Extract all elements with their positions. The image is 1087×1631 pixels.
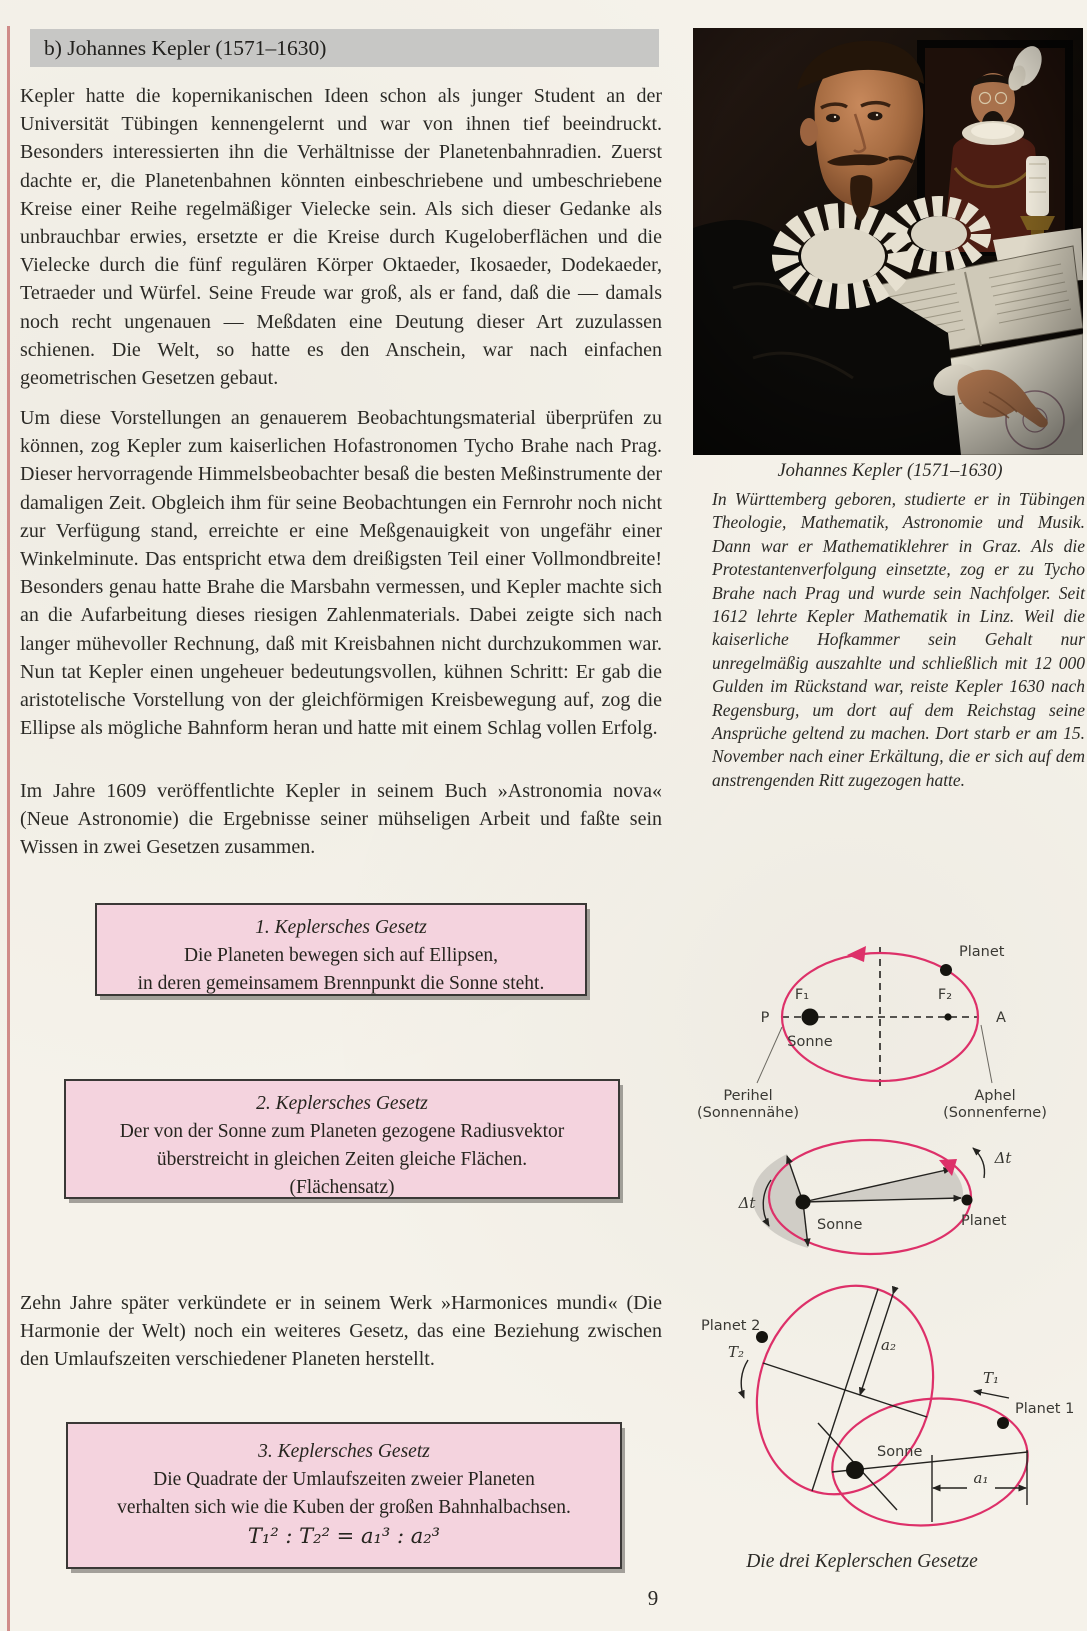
law-3-formula: T₁² : T₂² = a₁³ : a₂³: [247, 1523, 441, 1548]
law-3-line-1: Die Quadrate der Umlaufszeiten zweier Planeten: [153, 1469, 535, 1490]
law-box-1: [95, 903, 587, 996]
sun-dot: [802, 1009, 819, 1026]
focus2-dot: [944, 1013, 951, 1020]
body-paragraph-3: Im Jahre 1609 veröffentlichte Kepler in seinem Buch »Astronomia nova« (Neue Astronomie) die Ergebnisse seiner mühseligen Arbeit und faßte sein Wissen in zwei Gesetzen zusammen.: [20, 780, 662, 859]
orbit-2-minor-axis: [763, 1363, 927, 1417]
section-title: b) Johannes Kepler (1571–1630): [44, 35, 327, 60]
t2-label: T₂: [728, 1343, 745, 1361]
delta-t-arc-right: [973, 1148, 985, 1178]
kepler-portrait: [693, 28, 1083, 455]
body-paragraph-4: Zehn Jahre später verkündete er in seinem Werk »Harmonices mundi« (Die Harmonie der Welt) noch ein weiteres Gesetz, das eine Beziehung zwischen den Umlaufszeiten verschiedener Planeten herstellt.: [20, 1292, 662, 1371]
t2-direction-arrow: [741, 1360, 748, 1398]
law-3-title: 3. Keplersches Gesetz: [258, 1441, 430, 1462]
section-header: [30, 29, 659, 67]
sun-label: Sonne: [877, 1444, 923, 1460]
aphel-point-label: A: [996, 1010, 1006, 1026]
first-law-diagram: [695, 893, 1087, 1128]
planet-label: Planet: [961, 1213, 1007, 1229]
law-3-line-2: verhalten sich wie die Kuben der großen Bahnhalbachsen.: [117, 1496, 571, 1518]
planet-1-dot: [997, 1417, 1009, 1429]
page-edge-red-rule: [7, 26, 10, 1631]
aphel-leader-line: [981, 1025, 992, 1083]
portrait-caption: Johannes Kepler (1571–1630): [777, 461, 1003, 481]
law-2-line-1: Der von der Sonne zum Planeten gezogene Radiusvektor: [119, 1121, 565, 1142]
a2-label: a₂: [881, 1336, 896, 1354]
kepler-portrait-image: [693, 28, 1083, 455]
perihel-sublabel: (Sonnennähe): [696, 1105, 800, 1121]
orbit-direction-arrow: [847, 946, 866, 962]
portrait-biography: In Württemberg geboren, studierte er in Tübingen Theologie, Mathematik, Astronomie und Musik. Dann war er Mathematiklehrer in Graz. Als die Protestantenverfolgung einsetzte, zog er zu Tycho Brahe nach Prag und wurde sein Nachfolger. Seit 1612 lehrte Kepler Mathematik in Linz. Weil die kaiserliche Hofkammer sein Gehalt nur unregelmäßig auszahlte und schließlich mit 12 000 Gulden im Rückstand war, reiste Kepler 1630 nach Regensburg, um dort auf dem Reichstag seine Ansprüche geltend zu machen. Dort starb er am 15. November nach einer Erkältung, die er sich auf dem anstrengenden Ritt zugezogen hatte.: [712, 489, 1085, 790]
perihel-point-label: P: [760, 1010, 770, 1026]
law-box-2: [64, 1079, 620, 1199]
page-number: 9: [647, 1586, 659, 1610]
body-paragraph-2: Um diese Vorstellungen an genauerem Beobachtungsmaterial überprüfen zu können, zog Kepler zum kaiserlichen Hofastronomen Tycho Brahe nach Prag. Dieser hervorragende Himmelsbeobachter besaß die besten Meßinstrumente der damaligen Zeit. Obgleich ihm für seine Beobachtungen ein Fernrohr noch nicht zur Verfügung stand, erreichte er eine Meßgenauigkeit von ungefähr einer Winkelminute. Das entspricht etwa dem dreißigsten Teil einer Vollmondbreite! Besonders genau hatte Brahe die Marsbahn vermessen, und Kepler machte sich an die Aufarbeitung dieses riesigen Zahlenmaterials. Dabei zeigte sich nach langer mühevoller Rechnung, daß mit Kreisbahnen nicht durchzukommen war. Nun tat Kepler einen ungeheuer bedeutungsvollen, kühnen Schritt: Er gab die aristotelische Vorstellung von der gleichförmigen Kreisbewegung auf, zog die Ellipse als mögliche Bahnform heran und hatte mit einem Schlag vollen Erfolg.: [20, 407, 662, 740]
law-box-3: [66, 1422, 622, 1569]
aphel-label: Aphel: [974, 1088, 1016, 1104]
sun-dot: [846, 1461, 864, 1479]
planet-2-label: Planet 2: [701, 1318, 761, 1334]
law-1-title: 1. Keplersches Gesetz: [255, 917, 427, 938]
law-2-line-3: (Flächensatz): [289, 1176, 395, 1198]
vignette-overlay: [693, 28, 1083, 455]
focus2-label: F₂: [937, 987, 953, 1003]
law-2-title: 2. Keplersches Gesetz: [256, 1093, 428, 1114]
delta-t-left-label: Δt: [738, 1194, 756, 1212]
law-1-line-2: in deren gemeinsamem Brennpunkt die Sonne steht.: [137, 972, 545, 994]
t1-direction-arrow: [974, 1391, 1009, 1398]
aphel-sublabel: (Sonnenferne): [943, 1105, 1047, 1121]
sun-label: Sonne: [817, 1217, 863, 1233]
law-1-line-1: Die Planeten bewegen sich auf Ellipsen,: [183, 945, 499, 966]
t1-label: T₁: [983, 1369, 1000, 1387]
sun-label: Sonne: [787, 1034, 833, 1050]
body-paragraph-1: Kepler hatte die kopernikanischen Ideen schon als junger Student an der Universität Tübingen kennengelernt und war von ihnen tief beeindruckt. Besonders interessierten ihn die Verhältnisse der Planetenbahnradien. Zuerst dachte er, die Planetenbahnen könnten einbeschriebene und umbeschriebene Kreise einer Reihe regelmäßiger Vielecke sein. Als sich dieser Gedanke als unbrauchbar erwies, ersetzte er die Kreise durch Kugeloberflächen und die Vielecke durch die fünf regulären Körper Oktaeder, Ikosaeder, Dodekaeder, Tetraeder und Würfel. Seine Freude war groß, als er fand, daß die — damals noch recht ungenauen — Meßdaten eine Deutung dieser Art zuzulassen schienen. Die Welt, so hatte es den Anschein, war nach einfachen geometrischen Gesetzen gebaut.: [20, 85, 662, 390]
planet-dot: [962, 1195, 973, 1206]
perihel-leader-line: [757, 1027, 782, 1083]
third-law-diagram: [665, 1240, 1087, 1552]
diagrams-caption: Die drei Keplerschen Gesetze: [746, 1551, 978, 1572]
law-2-line-2: überstreicht in gleichen Zeiten gleiche Flächen.: [156, 1148, 528, 1170]
focus1-label: F₁: [794, 987, 810, 1003]
sun-dot: [796, 1195, 811, 1210]
perihel-label: Perihel: [723, 1088, 773, 1104]
planet-dot: [940, 964, 952, 976]
planet-1-label: Planet 1: [1015, 1401, 1075, 1417]
delta-t-right-label: Δt: [994, 1149, 1012, 1167]
a1-label: a₁: [973, 1469, 989, 1487]
planet-label: Planet: [959, 944, 1005, 960]
